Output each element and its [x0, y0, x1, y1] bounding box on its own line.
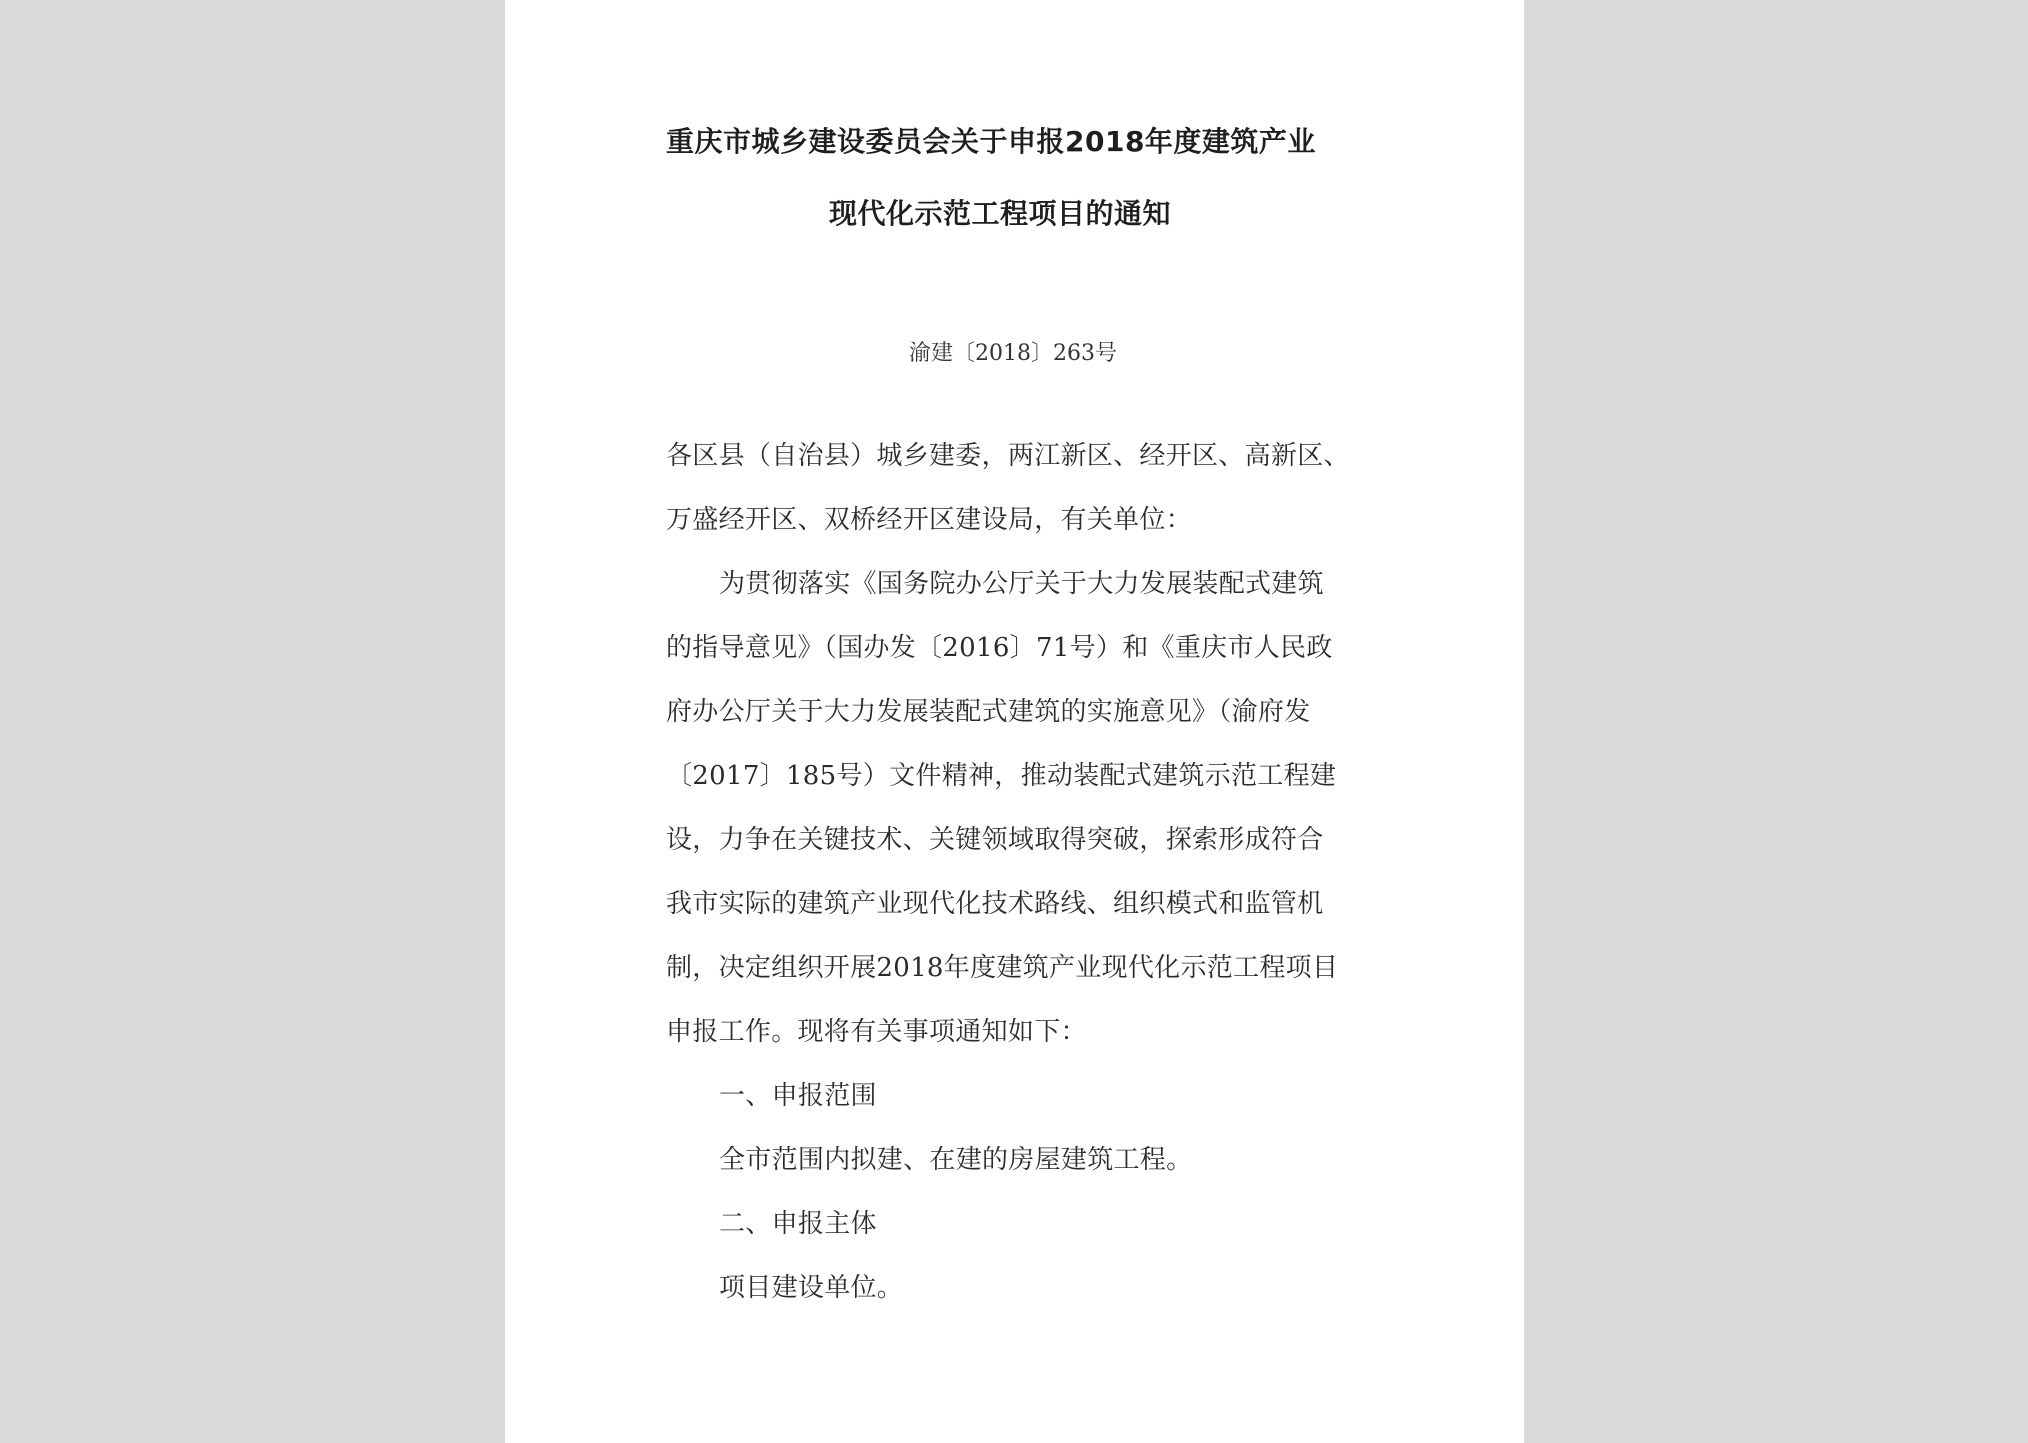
title-line-1: 重庆市城乡建设委员会关于申报2018年度建筑产业 — [666, 125, 1316, 158]
addressee-line-1: 各区县（自治县）城乡建委，两江新区、经开区、高新区、 — [666, 441, 1350, 471]
addressee-line-2: 万盛经开区、双桥经开区建设局，有关单位： — [666, 505, 1193, 535]
paragraph-line: 制，决定组织开展2018年度建筑产业现代化示范工程项目 — [666, 953, 1339, 983]
section-2-text: 项目建设单位。 — [719, 1273, 904, 1303]
document-page[interactable] — [505, 0, 1524, 1443]
section-2-heading: 二、申报主体 — [719, 1209, 877, 1239]
paragraph-line: 设，力争在关键技术、关键领域取得突破，探索形成符合 — [666, 825, 1324, 855]
section-1-heading: 一、申报范围 — [719, 1081, 877, 1111]
paragraph-line: 申报工作。现将有关事项通知如下： — [666, 1017, 1087, 1047]
paragraph-line: 府办公厅关于大力发展装配式建筑的实施意见》（渝府发 — [666, 697, 1311, 727]
paragraph-line: 的指导意见》（国办发〔2016〕71号）和《重庆市人民政 — [666, 633, 1333, 663]
paragraph-line: 我市实际的建筑产业现代化技术路线、组织模式和监管机 — [666, 889, 1324, 919]
section-1-text: 全市范围内拟建、在建的房屋建筑工程。 — [719, 1145, 1193, 1175]
document-number: 渝建〔2018〕263号 — [909, 341, 1117, 366]
paragraph-line: 〔2017〕185号）文件精神，推动装配式建筑示范工程建 — [666, 761, 1337, 791]
paragraph-line: 为贯彻落实《国务院办公厅关于大力发展装配式建筑 — [719, 569, 1324, 599]
title-line-2: 现代化示范工程项目的通知 — [829, 197, 1172, 230]
